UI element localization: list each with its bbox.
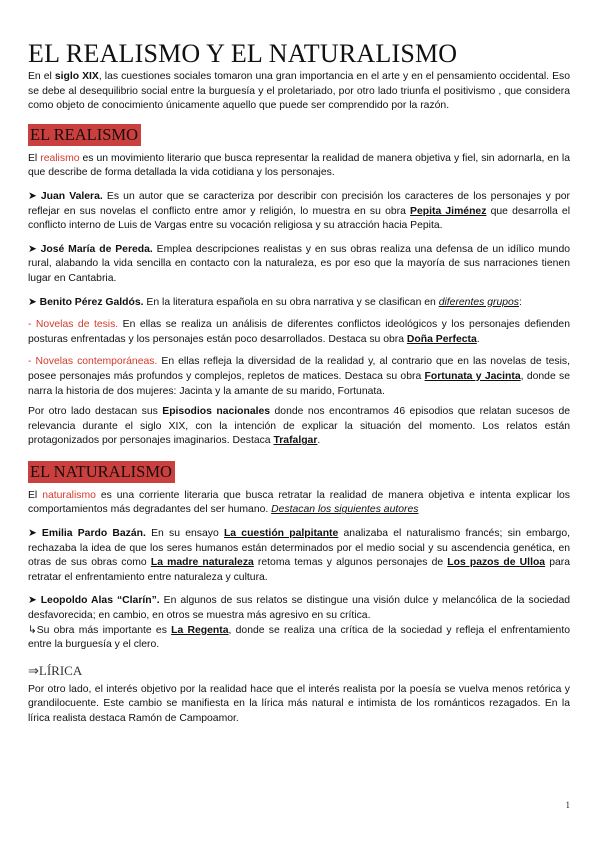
clarin-regenta-paragraph: [28, 624, 570, 653]
naturalismo-def-t2: es una corriente literaria que busca retratar la realidad de manera objetiva e intenta explicar los comportamientos más degradantes del ser humano.: [28, 489, 570, 516]
realismo-def-t2: es un movimiento literario que busca representar la realidad de manera objetiva y fiel, sin adornarla, en la que describe de forma detallada la vida cotidiana y los personajes.: [28, 152, 570, 179]
author-pardo-bazan: Emilia Pardo Bazán.: [41, 528, 146, 540]
valera-t2: que desarrolla el conflicto interno de Luis de Vargas entre su vocación religiosa y su atracción hacia Pepita.: [28, 205, 571, 232]
episodios-t3: .: [317, 435, 321, 447]
page-number: 1: [565, 800, 570, 810]
pardo-paragraph: [28, 527, 570, 585]
pardo-t2: analizaba el naturalismo francés; sin embargo, rechazaba la idea de que los seres humanos están determinados por el medio social y su ascendencia genética, en otras de sus obras como: [28, 528, 571, 569]
intro-paragraph: [28, 70, 570, 114]
page-title: EL REALISMO Y EL NATURALISMO: [28, 39, 458, 68]
galdos-t2: :: [518, 296, 522, 308]
work-pazos-ulloa: Los pazos de Ulloa: [447, 557, 546, 569]
arrow-bullet-icon: ➤: [28, 243, 41, 255]
author-valera: Juan Valera.: [40, 190, 103, 202]
arrow-bullet-icon: ➤: [28, 296, 40, 308]
clarin-t1: En algunos de sus relatos se distingue una visión dulce y melancólica de la sociedad desfavorecida; en cambio, en otros se muestra más agresivo en su crítica.: [28, 595, 570, 622]
work-pepita-jimenez: Pepita Jiménez: [410, 205, 487, 217]
episodios-t1: Por otro lado destacan sus: [28, 406, 163, 418]
link-destacan-autores[interactable]: Destacan los siguientes autores: [271, 504, 419, 516]
naturalismo-term: naturalismo: [42, 489, 96, 501]
clarin-paragraph: [28, 594, 570, 623]
realismo-heading: EL REALISMO: [28, 124, 141, 146]
arrow-bullet-icon: ➤: [28, 528, 42, 540]
galdos-t1: En la literatura española en su obra narrativa y se clasifican en: [143, 296, 439, 308]
pardo-t3: retoma temas y algunos personajes de: [253, 557, 448, 569]
work-dona-perfecta: Doña Perfecta: [406, 333, 477, 345]
lirica-heading: ⇒LÍRICA: [28, 662, 83, 678]
pereda-t1: Emplea descripciones realistas y en sus obras realiza una defensa de un idílico mundo rural, alabando la vida sencilla en contacto con la naturaleza, es por eso que la mayoría de sus narraciones tienen lugar en Cantabria.: [28, 243, 570, 284]
intro-bold-siglo: siglo XIX: [54, 71, 99, 82]
author-galdos: Benito Pérez Galdós.: [39, 296, 144, 308]
episodios-t2: donde nos encontramos 46 episodios que relatan sucesos de relevancia durante el siglo XIX, con la intención de explicar la situación del momento. Los relatos están protagonizados por personajes imaginarios. Destaca: [28, 406, 571, 447]
contemp-t1: En ellas refleja la diversidad de la realidad y, al contrario que en las novelas de tesis, posee personajes más profundos y complejos, repletos de matices. Destaca su obra: [28, 356, 570, 382]
novelas-contemporaneas-label: - Novelas contemporáneas.: [28, 356, 158, 368]
valera-t1: Es un autor que se caracteriza por describir con precisión los caracteres de los personajes y por reflejar en sus novelas el conflicto entre amor y religión, lo muestra en su obra: [28, 190, 570, 217]
link-diferentes-grupos[interactable]: diferentes grupos: [438, 296, 519, 308]
episodios-nacionales: Episodios nacionales: [162, 406, 271, 418]
galdos-paragraph: [28, 296, 570, 311]
realismo-term: realismo: [40, 152, 80, 164]
work-madre-naturaleza: La madre naturaleza: [150, 557, 254, 569]
naturalismo-definition: [28, 489, 570, 518]
tesis-paragraph: [28, 318, 570, 347]
work-cuestion-palpitante: La cuestión palpitante: [223, 528, 339, 540]
lirica-paragraph: Por otro lado, el interés objetivo por la realidad hace que el interés realista por la poesía se vuelva menos retórica y grandilocuente. Este cambio se manifiesta en la lírica más natural e intimista de los románticos rezagados. En la lírica realista destaca Ramón de Campoamor.: [28, 683, 570, 724]
contemp-t2: , donde se narra la historia de dos mujeres: Jacinta y la amante de su marido, Fortunata.: [28, 370, 571, 397]
clarin-t2: ↳Su obra más importante es: [28, 624, 172, 636]
novelas-tesis-label: - Novelas de tesis.: [28, 319, 119, 331]
clarin-t3: , donde se realiza una crítica de la sociedad y refleja el enfrentamiento entre la burguesía y el clero.: [28, 624, 570, 651]
valera-paragraph: [28, 190, 570, 234]
tesis-t1: En ellas se realiza un análisis de diferentes conflictos ideológicos y los personajes defienden posturas enfrentadas y los personajes están poco desarrollados. Destaca su obra: [28, 319, 570, 345]
pardo-t4: para retratar el enfrentamiento entre naturaleza y cultura.: [28, 557, 570, 583]
author-pereda: José María de Pereda.: [40, 243, 153, 255]
work-la-regenta: La Regenta: [171, 624, 229, 636]
tesis-t2: .: [476, 333, 480, 345]
work-trafalgar: Trafalgar: [273, 435, 318, 447]
author-clarin: Leopoldo Alas “Clarín”.: [40, 595, 160, 607]
contemporaneas-paragraph: [28, 355, 570, 399]
intro-text-1: En el: [28, 71, 55, 82]
pereda-paragraph: [28, 243, 570, 287]
work-fortunata-jacinta: Fortunata y Jacinta: [424, 370, 521, 382]
episodios-paragraph: [28, 405, 570, 449]
pardo-t1: En su ensayo: [145, 528, 224, 540]
naturalismo-heading: EL NATURALISMO: [28, 461, 175, 483]
arrow-bullet-icon: ➤: [28, 190, 41, 202]
realismo-def-t1: El: [28, 152, 41, 164]
naturalismo-def-t1: El: [28, 489, 43, 501]
document-page: [28, 40, 570, 727]
arrow-bullet-icon: ➤: [28, 595, 41, 607]
intro-text-2: , las cuestiones sociales tomaron una gran importancia en el arte y en el pensamiento occidental. Eso se debe al desequilibrio social entre la burguesía y el proletariado, por otro lado triunfa el positivismo , que considera como objeto de conocimiento únicamente aquello que puede ser comprendido por la razón.: [28, 71, 570, 112]
realismo-definition: [28, 152, 570, 181]
